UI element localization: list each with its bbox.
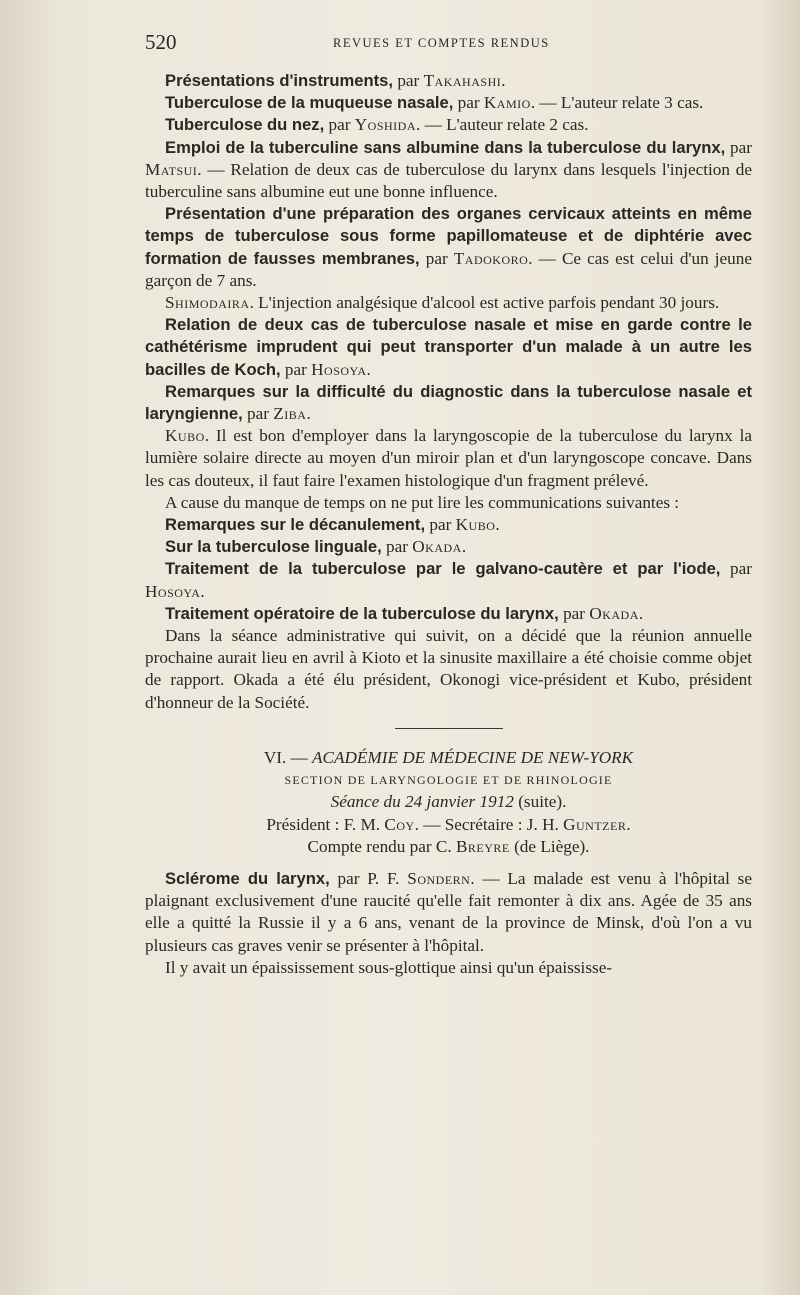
paragraph-traitement-operatoire: Traitement opératoire de la tuberculose du larynx, par Okada. [165, 603, 644, 623]
paragraph-galvano: Traitement de la tuberculose par le galvano-cautère et par l'iode, par Hosoya. [145, 559, 752, 601]
paragraph-preparation: Présentation d'une préparation des organes cervicaux atteints en même temps de tuberculose sous forme papillomateuse et de diphtérie avec formation de fausses membranes, par Tadokoro. — Ce cas est celui d'un jeune garçon de 7 ans. [145, 204, 752, 290]
paragraph-tuberculose-muqueuse: Tuberculose de la muqueuse nasale, par Kamio. — L'auteur relate 3 cas. [165, 93, 704, 113]
paragraph-kubo: Kubo. Il est bon d'employer dans la laryngoscopie de la tuberculose du larynx la lumière solaire directe au moyen d'un miroir plan et d'un laryngoscope concave. Dans les cas douteux, il faut faire l'examen histologique d'un fragment prélevé. [145, 426, 752, 490]
paragraph-relation-nasale: Relation de deux cas de tuberculose nasale et mise en garde contre le cathétérisme imprudent qui peut transporter d'un malade à un autre les bacilles de Koch, par Hosoya. [145, 315, 752, 379]
page-number: 520 [145, 30, 177, 54]
section-officers: Président : F. M. Coy. — Secrétaire : J. H. Guntzer. [266, 814, 631, 834]
paragraph-instruments: Présentations d'instruments, par Takahashi. [165, 71, 506, 90]
paragraph-manque-temps: A cause du manque de temps on ne put lire les communications suivantes : [165, 492, 680, 512]
paragraph-sclerome: Sclérome du larynx, par P. F. Sondern. — La malade est venu à l'hôpital se plaignant exclusivement d'une raucité qu'elle fait remonter à dix ans. Agée de 35 ans elle a quitté la Russie il y a 6 ans, venant de la province de Minsk, d'où l'on a vu plusieurs cas graves venir se présenter à l'hôpital. [145, 868, 753, 955]
section-heading: VI. — ACADÉMIE DE MÉDECINE DE NEW-YORK [263, 747, 634, 767]
seance-date: Séance du 24 janvier 1912 (suite). [330, 792, 567, 812]
section-report-author: Compte rendu par C. Breyre (de Liège). [307, 836, 590, 856]
paragraph-shimodaira: Shimodaira. L'injection analgésique d'alcool est active parfois pendant 30 jours. [165, 293, 720, 313]
paragraph-tuberculine: Emploi de la tuberculine sans albumine dans la tuberculose du larynx, par Matsui. — Relation de deux cas de tuberculose du larynx dans lesquels l'injection de tuberculine sans albumine eut une bonne influence. [145, 137, 752, 202]
paragraph-remarques-diagnostic: Remarques sur la difficulté du diagnostic dans la tuberculose nasale et laryngienne, par Ziba. [145, 381, 752, 424]
paragraph-epaississement: Il y avait un épaississement sous-glottique ainsi qu'un épaississe- [165, 957, 613, 977]
section-subtitle: SECTION DE LARYNGOLOGIE ET DE RHINOLOGIE [284, 773, 613, 788]
paragraph-seance-administrative: Dans la séance administrative qui suivit, on a décidé que la réunion annuelle prochaine aurait lieu en avril à Kioto et la sinusite maxillaire a été choisie comme objet de rapport. Okada a été élu président, Okonogi vice-président et Kubo, président d'honneur de la Société. [145, 626, 752, 712]
running-head: REVUES ET COMPTES RENDUS [333, 36, 550, 50]
page-header [145, 30, 750, 56]
section-divider [395, 728, 503, 729]
paragraph-linguale: Sur la tuberculose linguale, par Okada. [165, 537, 467, 557]
body-text [145, 70, 752, 979]
paragraph-decanulement: Remarques sur le décanulement, par Kubo. [165, 515, 500, 535]
paragraph-tuberculose-nez: Tuberculose du nez, par Yoshida. — L'auteur relate 2 cas. [165, 115, 589, 135]
